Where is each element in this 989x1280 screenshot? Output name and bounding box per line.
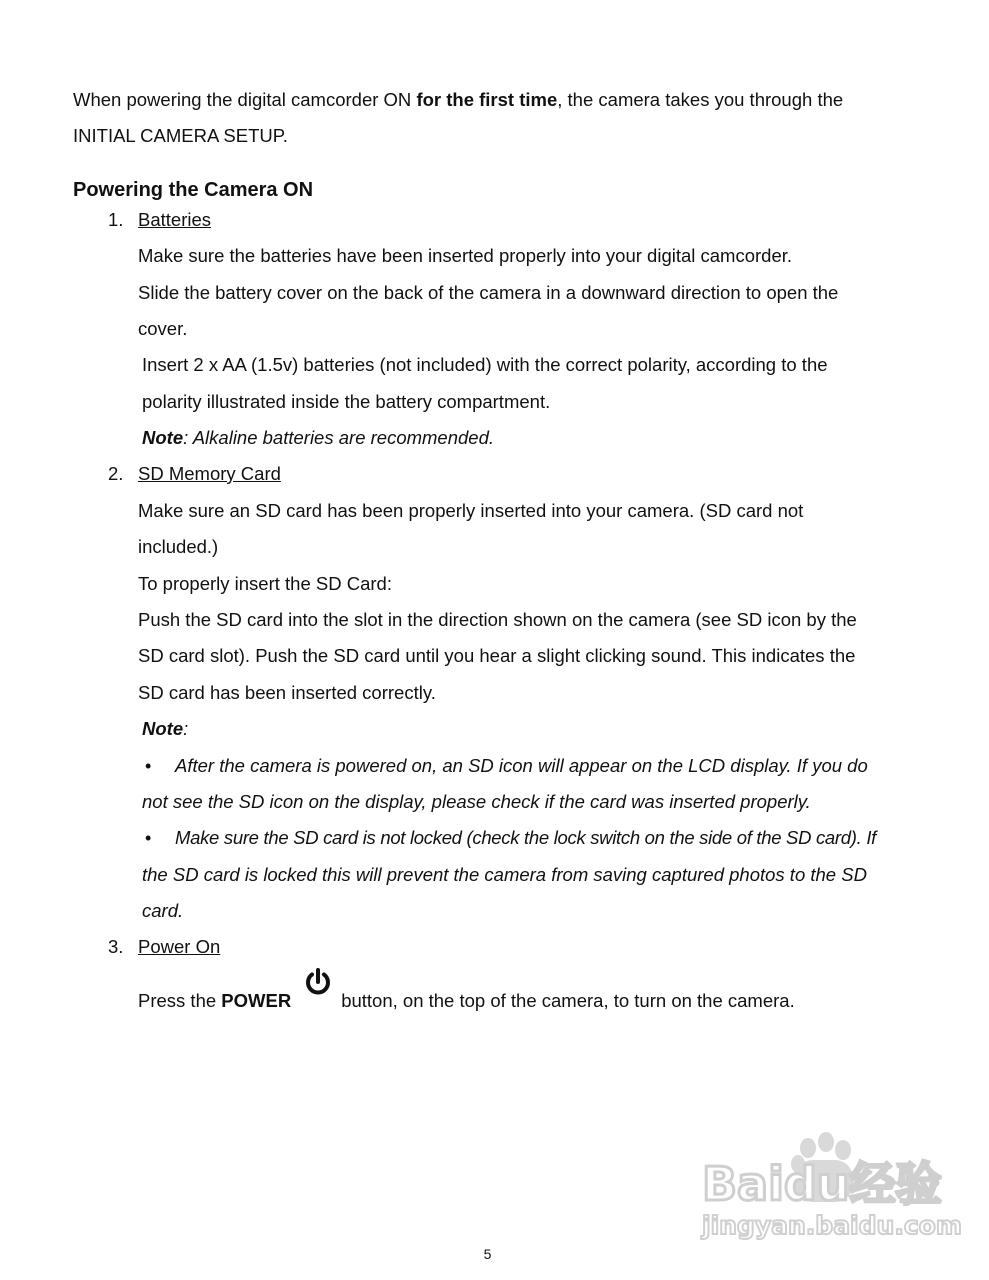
note-bullet-text: After the camera is powered on, an SD icon will appear on the LCD display. If you do bbox=[175, 755, 868, 776]
step-text: To properly insert the SD Card: bbox=[138, 573, 392, 594]
note bbox=[142, 711, 188, 747]
step-text: Push the SD card into the slot in the direction shown on the camera (see SD icon by the bbox=[138, 609, 857, 630]
note-bullet-text: the SD card is locked this will prevent the camera from saving captured photos to the SD bbox=[142, 864, 867, 885]
note-bullet-text: not see the SD icon on the display, please check if the card was inserted properly. bbox=[142, 791, 811, 812]
section-heading: Powering the Camera ON bbox=[73, 179, 314, 201]
step-text: Make sure the batteries have been inserted properly into your digital camcorder. bbox=[138, 245, 793, 266]
watermark-url: jingyan.baidu.com bbox=[702, 1211, 962, 1240]
step-title: Batteries bbox=[138, 209, 212, 230]
bullet-icon: • bbox=[145, 756, 152, 776]
note-bullet-text: card. bbox=[142, 900, 184, 921]
step-text: SD card has been inserted correctly. bbox=[138, 682, 436, 703]
step-text: Slide the battery cover on the back of the camera in a downward direction to open the bbox=[138, 282, 839, 303]
step-text: Insert 2 x AA (1.5v) batteries (not included) with the correct polarity, according to the bbox=[142, 354, 828, 375]
bullet-icon: • bbox=[145, 828, 152, 848]
intro-text-1: When powering the digital camcorder ON bbox=[73, 89, 417, 110]
step-text: cover. bbox=[138, 318, 188, 339]
intro-paragraph bbox=[73, 82, 933, 154]
intro-text-2: , the camera takes you through the bbox=[557, 89, 844, 110]
note-label: Note bbox=[142, 718, 184, 739]
power-text-after: button, on the top of the camera, to turn on the camera. bbox=[341, 990, 795, 1011]
note-text: : bbox=[183, 718, 189, 739]
step-title: SD Memory Card bbox=[138, 463, 281, 484]
power-icon bbox=[303, 967, 333, 997]
intro-text-3: INITIAL CAMERA SETUP. bbox=[73, 125, 288, 146]
power-bold: POWER bbox=[221, 990, 292, 1011]
step-number: 2. bbox=[108, 463, 124, 484]
step-text: Make sure an SD card has been properly inserted into your camera. (SD card not bbox=[138, 500, 804, 521]
power-instruction bbox=[138, 979, 795, 1019]
note-text: : Alkaline batteries are recommended. bbox=[183, 427, 495, 448]
note bbox=[142, 420, 494, 456]
step-text: polarity illustrated inside the battery compartment. bbox=[142, 391, 551, 412]
page-number: 5 bbox=[483, 1246, 492, 1262]
step-text: included.) bbox=[138, 536, 219, 557]
note-label: Note bbox=[142, 427, 184, 448]
step-title: Power On bbox=[138, 936, 221, 957]
watermark-brand: Baidu经验 bbox=[702, 1157, 942, 1211]
step-number: 1. bbox=[108, 209, 124, 230]
baidu-jingyan-watermark bbox=[700, 1130, 962, 1245]
step-text: SD card slot). Push the SD card until you hear a slight clicking sound. This indicates the bbox=[138, 645, 856, 666]
intro-bold: for the first time bbox=[416, 89, 558, 110]
power-text-before: Press the bbox=[138, 990, 222, 1011]
note-bullet-text: Make sure the SD card is not locked (check the lock switch on the side of the SD card). If bbox=[175, 827, 876, 848]
step-number: 3. bbox=[108, 936, 124, 957]
